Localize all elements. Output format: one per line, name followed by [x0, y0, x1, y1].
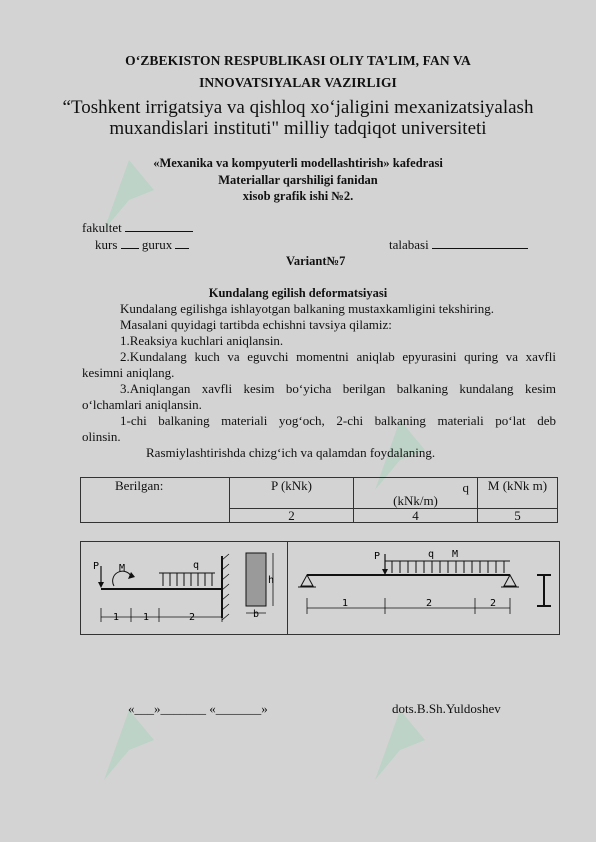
course-label: kurs	[95, 237, 118, 252]
fig2-dim-1: 1	[342, 598, 349, 609]
beam-1-drawing	[81, 542, 287, 634]
fig1-dim-2: 1	[143, 612, 150, 623]
beam-2-drawing	[288, 542, 559, 634]
figure-beam-1	[80, 541, 288, 635]
subject: Materiallar qarshiligi fanidan	[218, 173, 378, 187]
fig2-p-label: P	[374, 551, 381, 562]
date-field: «___»_______ «_______»	[128, 701, 268, 716]
task-line: Kundalang egilishga ishlayotgan balkaning mustaxkamligini tekshiring.	[120, 301, 495, 316]
task-step: kesimni aniqlang.	[82, 365, 175, 380]
group-label: gurux	[141, 237, 173, 252]
faculty-label: fakultet	[82, 220, 122, 235]
fig2-m-label: M	[452, 549, 459, 560]
value-q: 4	[354, 509, 478, 523]
fig1-dim-1: 1	[113, 612, 120, 623]
col-p-header: P (kNk)	[230, 478, 354, 509]
task-step: 1.Reaksiya kuchlari aniqlansin.	[120, 333, 284, 348]
fig1-p-label: P	[93, 561, 100, 572]
value-p: 2	[230, 509, 354, 523]
fig2-dim-2: 2	[426, 598, 433, 609]
ministry-line-2: INNOVATSIYALAR VAZIRLIGI	[199, 75, 397, 90]
col-q-top: q	[462, 480, 469, 495]
fig1-dim-3: 2	[189, 612, 196, 623]
ministry-line-1: O‘ZBEKISTON RESPUBLIKASI OLIY TA’LIM, FAN VA	[125, 53, 471, 68]
given-label: Berilgan:	[81, 478, 230, 523]
task-note: Rasmiylashtirishda chizg‘ich va qalamdan foydalaning.	[146, 445, 436, 460]
value-m: 5	[478, 509, 558, 523]
student-label: talabasi	[389, 237, 429, 252]
col-q-unit: (kNk/m)	[393, 493, 438, 508]
task-step: o‘lchamlari aniqlansin.	[82, 397, 202, 412]
given-table	[80, 477, 558, 523]
col-q-header	[354, 478, 478, 509]
work-title: xisob grafik ishi №2.	[242, 189, 354, 203]
institute-line-2: muxandislari instituti" milliy tadqiqot universiteti	[109, 118, 487, 139]
signer: dots.B.Sh.Yuldoshev	[392, 701, 501, 716]
department: «Mexanika va kompyuterli modellashtirish» kafedrasi	[153, 156, 443, 170]
col-m-header: M (kNk m)	[478, 478, 558, 509]
fig1-b-label: b	[253, 609, 260, 620]
fig1-q-label: q	[193, 560, 200, 571]
fig2-q-label: q	[428, 549, 435, 560]
fig2-dim-3: 2	[490, 598, 497, 609]
task-line: Masalani quyidagi tartibda echishni tavsiya qilamiz:	[120, 317, 392, 332]
fig1-m-label: M	[119, 563, 126, 574]
faculty-field	[82, 220, 193, 235]
task-note: olinsin.	[82, 429, 121, 444]
task-note: 1-chi balkaning materiali yog‘och, 2-chi balkaning materiali po‘lat deb	[120, 413, 556, 428]
student-field	[389, 237, 528, 252]
task-title: Kundalang egilish deformatsiyasi	[208, 286, 388, 300]
fig1-h-label: h	[268, 575, 275, 586]
task-step: 2.Kundalang kuch va eguvchi momentni aniqlab epyurasini quring va xavfli	[120, 349, 556, 364]
variant: Variant№7	[286, 254, 346, 268]
institute-line-1: “Toshkent irrigatsiya va qishloq xo‘jaligini mexanizatsiyalash	[62, 97, 534, 118]
task-step: 3.Aniqlangan xavfli kesim bo‘yicha berilgan balkaning kundalang kesim	[120, 381, 556, 396]
figure-beam-2	[287, 541, 560, 635]
course-group-field	[95, 237, 189, 252]
